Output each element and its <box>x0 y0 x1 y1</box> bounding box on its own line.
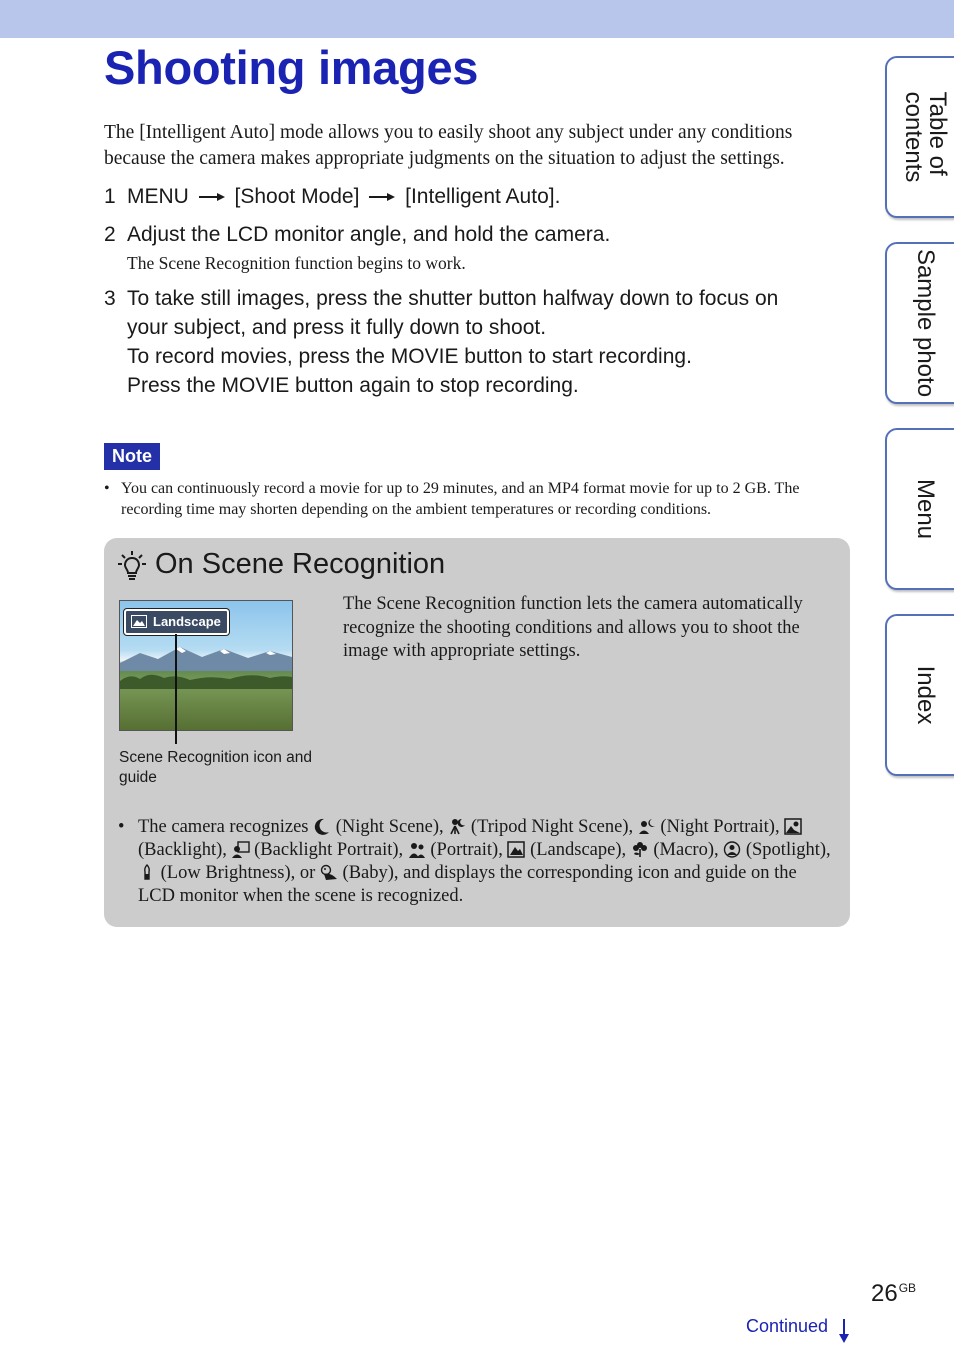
tab-label: Table of contents <box>900 91 951 183</box>
bullet: • <box>104 480 110 497</box>
list-text: (Backlight Portrait), <box>249 840 408 860</box>
list-text: (Landscape), <box>525 840 631 860</box>
step-line: To take still images, press the shutter button halfway down to focus on <box>127 287 779 310</box>
night-scene-icon <box>313 818 331 835</box>
tab-label: Menu <box>912 478 939 540</box>
mountain-landscape-graphic <box>120 643 292 671</box>
spotlight-icon <box>723 841 741 858</box>
list-text: (Baby), and displays the corresponding icon and guide on the LCD monitor when the scene is recognized. <box>138 863 797 906</box>
list-text: (Low Brightness), or <box>156 863 320 883</box>
lightbulb-icon <box>118 551 146 581</box>
tab-label: Sample photo <box>912 248 939 398</box>
night-portrait-icon <box>638 818 656 835</box>
tab-menu[interactable] <box>885 428 954 590</box>
low-brightness-icon <box>138 864 156 881</box>
shoot-mode-label: [Shoot Mode] <box>234 185 360 208</box>
right-arrow-icon <box>369 192 395 202</box>
list-text: (Night Portrait), <box>655 817 785 837</box>
step-line: Press the MOVIE button again to stop recording. <box>127 374 579 397</box>
note-item <box>104 478 850 520</box>
right-arrow-icon <box>199 192 225 202</box>
down-arrow-icon <box>838 1319 850 1343</box>
tripod-night-scene-icon <box>448 818 466 835</box>
backlight-portrait-icon <box>232 841 250 858</box>
tab-sample-photo[interactable] <box>885 242 954 404</box>
list-text: (Night Scene), <box>331 817 449 837</box>
list-text: The camera recognizes <box>138 817 314 837</box>
continued-link[interactable]: Continued <box>746 1316 829 1336</box>
photo-caption: Scene Recognition icon and guide <box>119 749 313 786</box>
note-badge: Note <box>104 443 160 470</box>
step-line: your subject, and press it fully down to shoot. <box>127 316 547 339</box>
tree-line-graphic <box>120 669 292 689</box>
page-number <box>871 1280 916 1308</box>
bullet: • <box>118 817 125 837</box>
tab-index[interactable] <box>885 614 954 776</box>
page-number-value: 26 <box>871 1280 898 1307</box>
intro-paragraph: The [Intelligent Auto] mode allows you to easily shoot any subject under any conditions because the camera makes appropriate judgments on the situation to adjust the settings. <box>104 122 793 169</box>
step-line: To record movies, press the MOVIE button to start recording. <box>127 345 692 368</box>
landscape-icon <box>131 615 147 628</box>
landscape-scene-icon <box>507 841 525 858</box>
intelligent-auto-label: [Intelligent Auto]. <box>405 185 561 208</box>
list-text: (Backlight), <box>138 840 232 860</box>
page-suffix: GB <box>898 1281 917 1295</box>
list-text: (Portrait), <box>425 840 508 860</box>
lcd-label: Landscape <box>153 614 221 629</box>
step-number: 1 <box>104 185 116 208</box>
list-text: (Macro), <box>648 840 724 860</box>
macro-icon <box>631 841 649 858</box>
scene-list-item <box>118 816 834 908</box>
baby-icon <box>320 864 338 881</box>
callout-line <box>175 634 177 744</box>
landscape-indicator <box>124 609 229 635</box>
list-text: (Tripod Night Scene), <box>466 817 638 837</box>
tab-label: Index <box>912 665 939 725</box>
step-number: 3 <box>104 287 116 310</box>
note-text: You can continuously record a movie for up to 29 minutes, and an MP4 format movie for up to 2 GB. The recording time may shorten depending on the ambient temperatures or recording conditions. <box>121 480 800 518</box>
step-number: 2 <box>104 223 116 246</box>
backlight-icon <box>784 818 802 835</box>
tip-paragraph: The Scene Recognition function lets the camera automatically recognize the shooting conditions and allows you to shoot the image with appropriate settings. <box>343 594 803 661</box>
tab-table-of-contents[interactable] <box>885 56 954 218</box>
portrait-icon <box>408 841 426 858</box>
top-bar <box>0 0 954 38</box>
page-title: Shooting images <box>104 41 479 94</box>
menu-label: MENU <box>127 185 189 208</box>
step-subtext: The Scene Recognition function begins to work. <box>127 253 466 273</box>
step-text: Adjust the LCD monitor angle, and hold the camera. <box>127 223 611 246</box>
scene-recognition-tip-box <box>104 538 850 927</box>
list-text: (Spotlight), <box>741 840 831 860</box>
tip-title: On Scene Recognition <box>155 548 446 580</box>
